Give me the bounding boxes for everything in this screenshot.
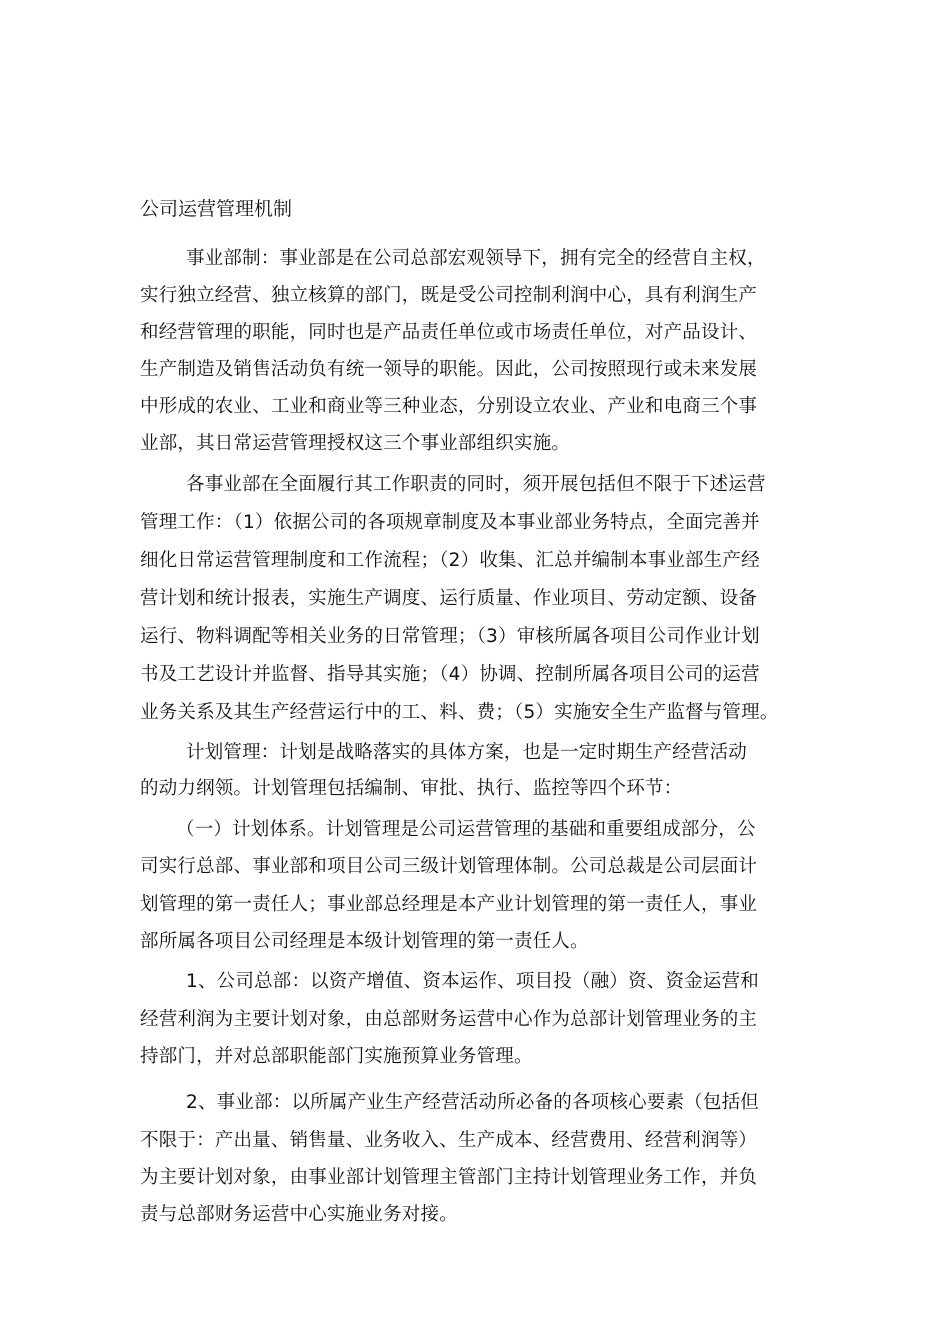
paragraph-line: 营计划和统计报表，实施生产调度、运行质量、作业项目、劳动定额、设备 bbox=[140, 588, 758, 609]
paragraph-line: 各事业部在全面履行其工作职责的同时，须开展包括但不限于下述运营 bbox=[186, 474, 766, 495]
paragraph-line: 责与总部财务运营中心实施业务对接。 bbox=[140, 1204, 458, 1225]
paragraph-line: 的动力纲领。计划管理包括编制、审批、执行、监控等四个环节： bbox=[140, 778, 683, 799]
paragraph-line: 业部，其日常运营管理授权这三个事业部组织实施。 bbox=[140, 433, 571, 454]
paragraph-line: 为主要计划对象，由事业部计划管理主管部门主持计划管理业务工作，并负 bbox=[140, 1167, 758, 1188]
paragraph-line: （一）计划体系。计划管理是公司运营管理的基础和重要组成部分，公 bbox=[176, 819, 756, 840]
paragraph-line: 司实行总部、事业部和项目公司三级计划管理体制。公司总裁是公司层面计 bbox=[140, 856, 758, 877]
paragraph-line: 1、公司总部：以资产增值、资本运作、项目投（融）资、资金运营和 bbox=[186, 971, 759, 992]
paragraph-line: 2、事业部：以所属产业生产经营活动所必备的各项核心要素（包括但 bbox=[186, 1092, 759, 1113]
paragraph-line: 计划管理：计划是战略落实的具体方案，也是一定时期生产经营活动 bbox=[186, 742, 748, 763]
paragraph-line: 和经营管理的职能，同时也是产品责任单位或市场责任单位，对产品设计、 bbox=[140, 322, 758, 343]
paragraph-line: 生产制造及销售活动负有统一领导的职能。因此，公司按照现行或未来发展 bbox=[140, 359, 758, 380]
paragraph-line: 管理工作：（1）依据公司的各项规章制度及本事业部业务特点，全面完善并 bbox=[140, 512, 760, 533]
paragraph-line: 中形成的农业、工业和商业等三种业态，分别设立农业、产业和电商三个事 bbox=[140, 396, 758, 417]
document-title: 公司运营管理机制 bbox=[140, 198, 293, 220]
paragraph-line: 事业部制：事业部是在公司总部宏观领导下，拥有完全的经营自主权， bbox=[186, 248, 766, 269]
paragraph-line: 划管理的第一责任人；事业部总经理是本产业计划管理的第一责任人，事业 bbox=[140, 894, 758, 915]
paragraph-line: 经营利润为主要计划对象，由总部财务运营中心作为总部计划管理业务的主 bbox=[140, 1009, 758, 1030]
paragraph-line: 细化日常运营管理制度和工作流程；（2）收集、汇总并编制本事业部生产经 bbox=[140, 550, 760, 571]
paragraph-line: 业务关系及其生产经营运行中的工、料、费；（5）实施安全生产监督与管理。 bbox=[140, 702, 779, 723]
paragraph-line: 实行独立经营、独立核算的部门，既是受公司控制利润中心，具有利润生产 bbox=[140, 285, 758, 306]
paragraph-line: 部所属各项目公司经理是本级计划管理的第一责任人。 bbox=[140, 931, 589, 952]
paragraph-line: 运行、物料调配等相关业务的日常管理；（3）审核所属各项目公司作业计划 bbox=[140, 626, 760, 647]
paragraph-line: 书及工艺设计并监督、指导其实施；（4）协调、控制所属各项目公司的运营 bbox=[140, 664, 760, 685]
paragraph-line: 持部门，并对总部职能部门实施预算业务管理。 bbox=[140, 1046, 533, 1067]
paragraph-line: 不限于：产出量、销售量、业务收入、生产成本、经营费用、经营利润等） bbox=[140, 1130, 758, 1151]
